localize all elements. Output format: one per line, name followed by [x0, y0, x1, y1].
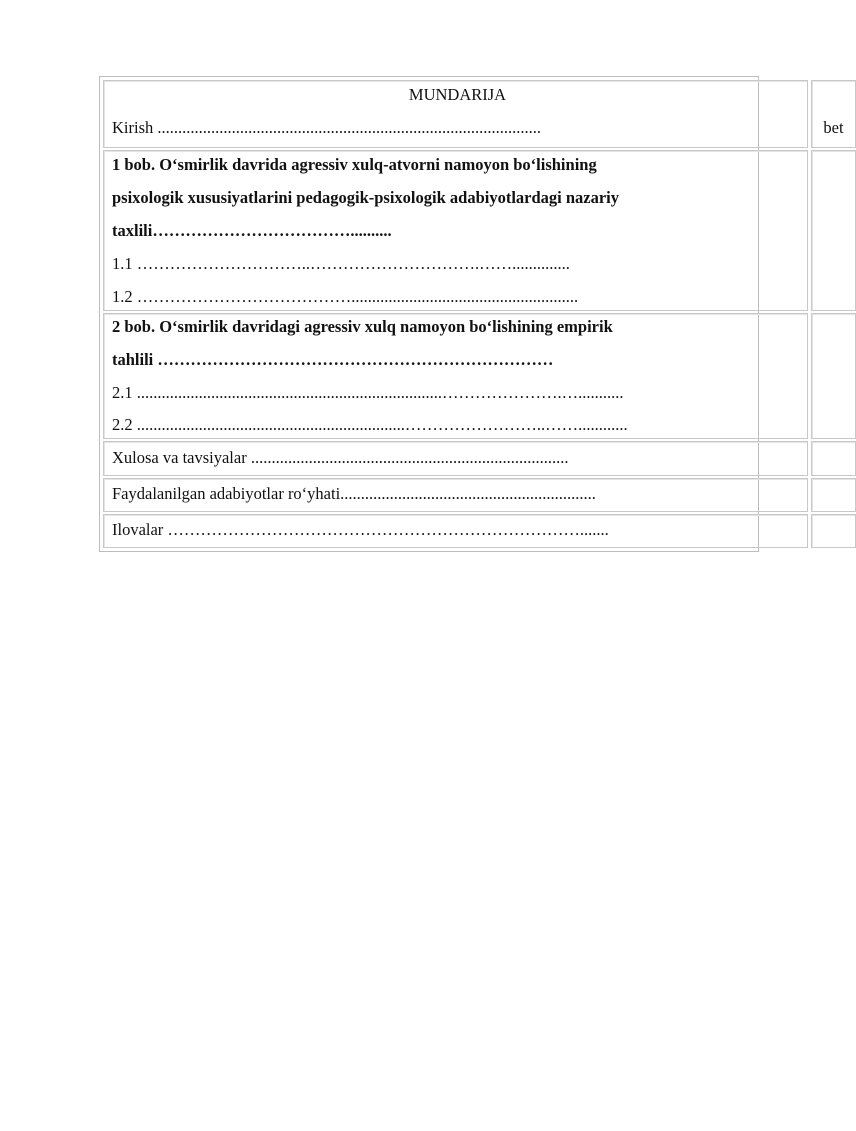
toc-chapter2-cell: [103, 313, 808, 439]
toc-chapter1-cell: [103, 150, 808, 311]
toc-entry-1-2: 1.2 ………………………………….......................................................: [112, 287, 579, 306]
references-page-cell: [811, 478, 856, 512]
chapter1-page-cell: [811, 150, 856, 311]
toc-appendix-cell: [103, 514, 808, 548]
toc-entry-2-2: 2.2 .................................................................……………………..……............: [112, 415, 628, 434]
page-column-header-cell: [811, 80, 856, 148]
chapter2-title-line1: 2 bob. O‘smirlik davridagi agressiv xulq namoyon bo‘lishining empirik: [112, 317, 613, 336]
toc-entry-2-1: 2.1 ..........................................................................………………….…...........: [112, 383, 624, 402]
chapter2-page-cell: [811, 313, 856, 439]
chapter2-title-line2: [112, 350, 803, 370]
toc-entry-1-1: 1.1 …………………………..………………………….……..............: [112, 254, 570, 273]
table-of-contents: [99, 76, 844, 552]
conclusion-page-cell: [811, 441, 856, 476]
chapter1-title-line3-text: taxlili………………………………..........: [112, 221, 392, 240]
page-column-header: bet: [823, 118, 844, 137]
toc-references-cell: [103, 478, 808, 512]
toc-title: MUNDARIJA: [408, 85, 507, 104]
toc-entry-appendix: Ilovalar ………………………………………………………………….......: [112, 520, 609, 539]
toc-entry-references: Faydalanilgan adabiyotlar ro‘yhati..............................................................: [112, 484, 596, 503]
toc-header-cell: [103, 80, 808, 148]
toc-conclusion-cell: [103, 441, 808, 476]
chapter1-title-line3: [112, 221, 803, 241]
chapter2-title-line2-text: tahlili ………………………………………………………………: [112, 350, 554, 369]
chapter1-title-line2: psixologik xususiyatlarini pedagogik-psixologik adabiyotlardagi nazariy: [112, 188, 620, 207]
appendix-page-cell: [811, 514, 856, 548]
chapter1-title-line1: 1 bob. O‘smirlik davrida agressiv xulq-atvorni namoyon bo‘lishining: [112, 155, 597, 174]
toc-entry-conclusion: Xulosa va tavsiyalar .............................................................................: [112, 448, 569, 467]
toc-entry-intro: Kirish .............................................................................................: [112, 118, 541, 137]
